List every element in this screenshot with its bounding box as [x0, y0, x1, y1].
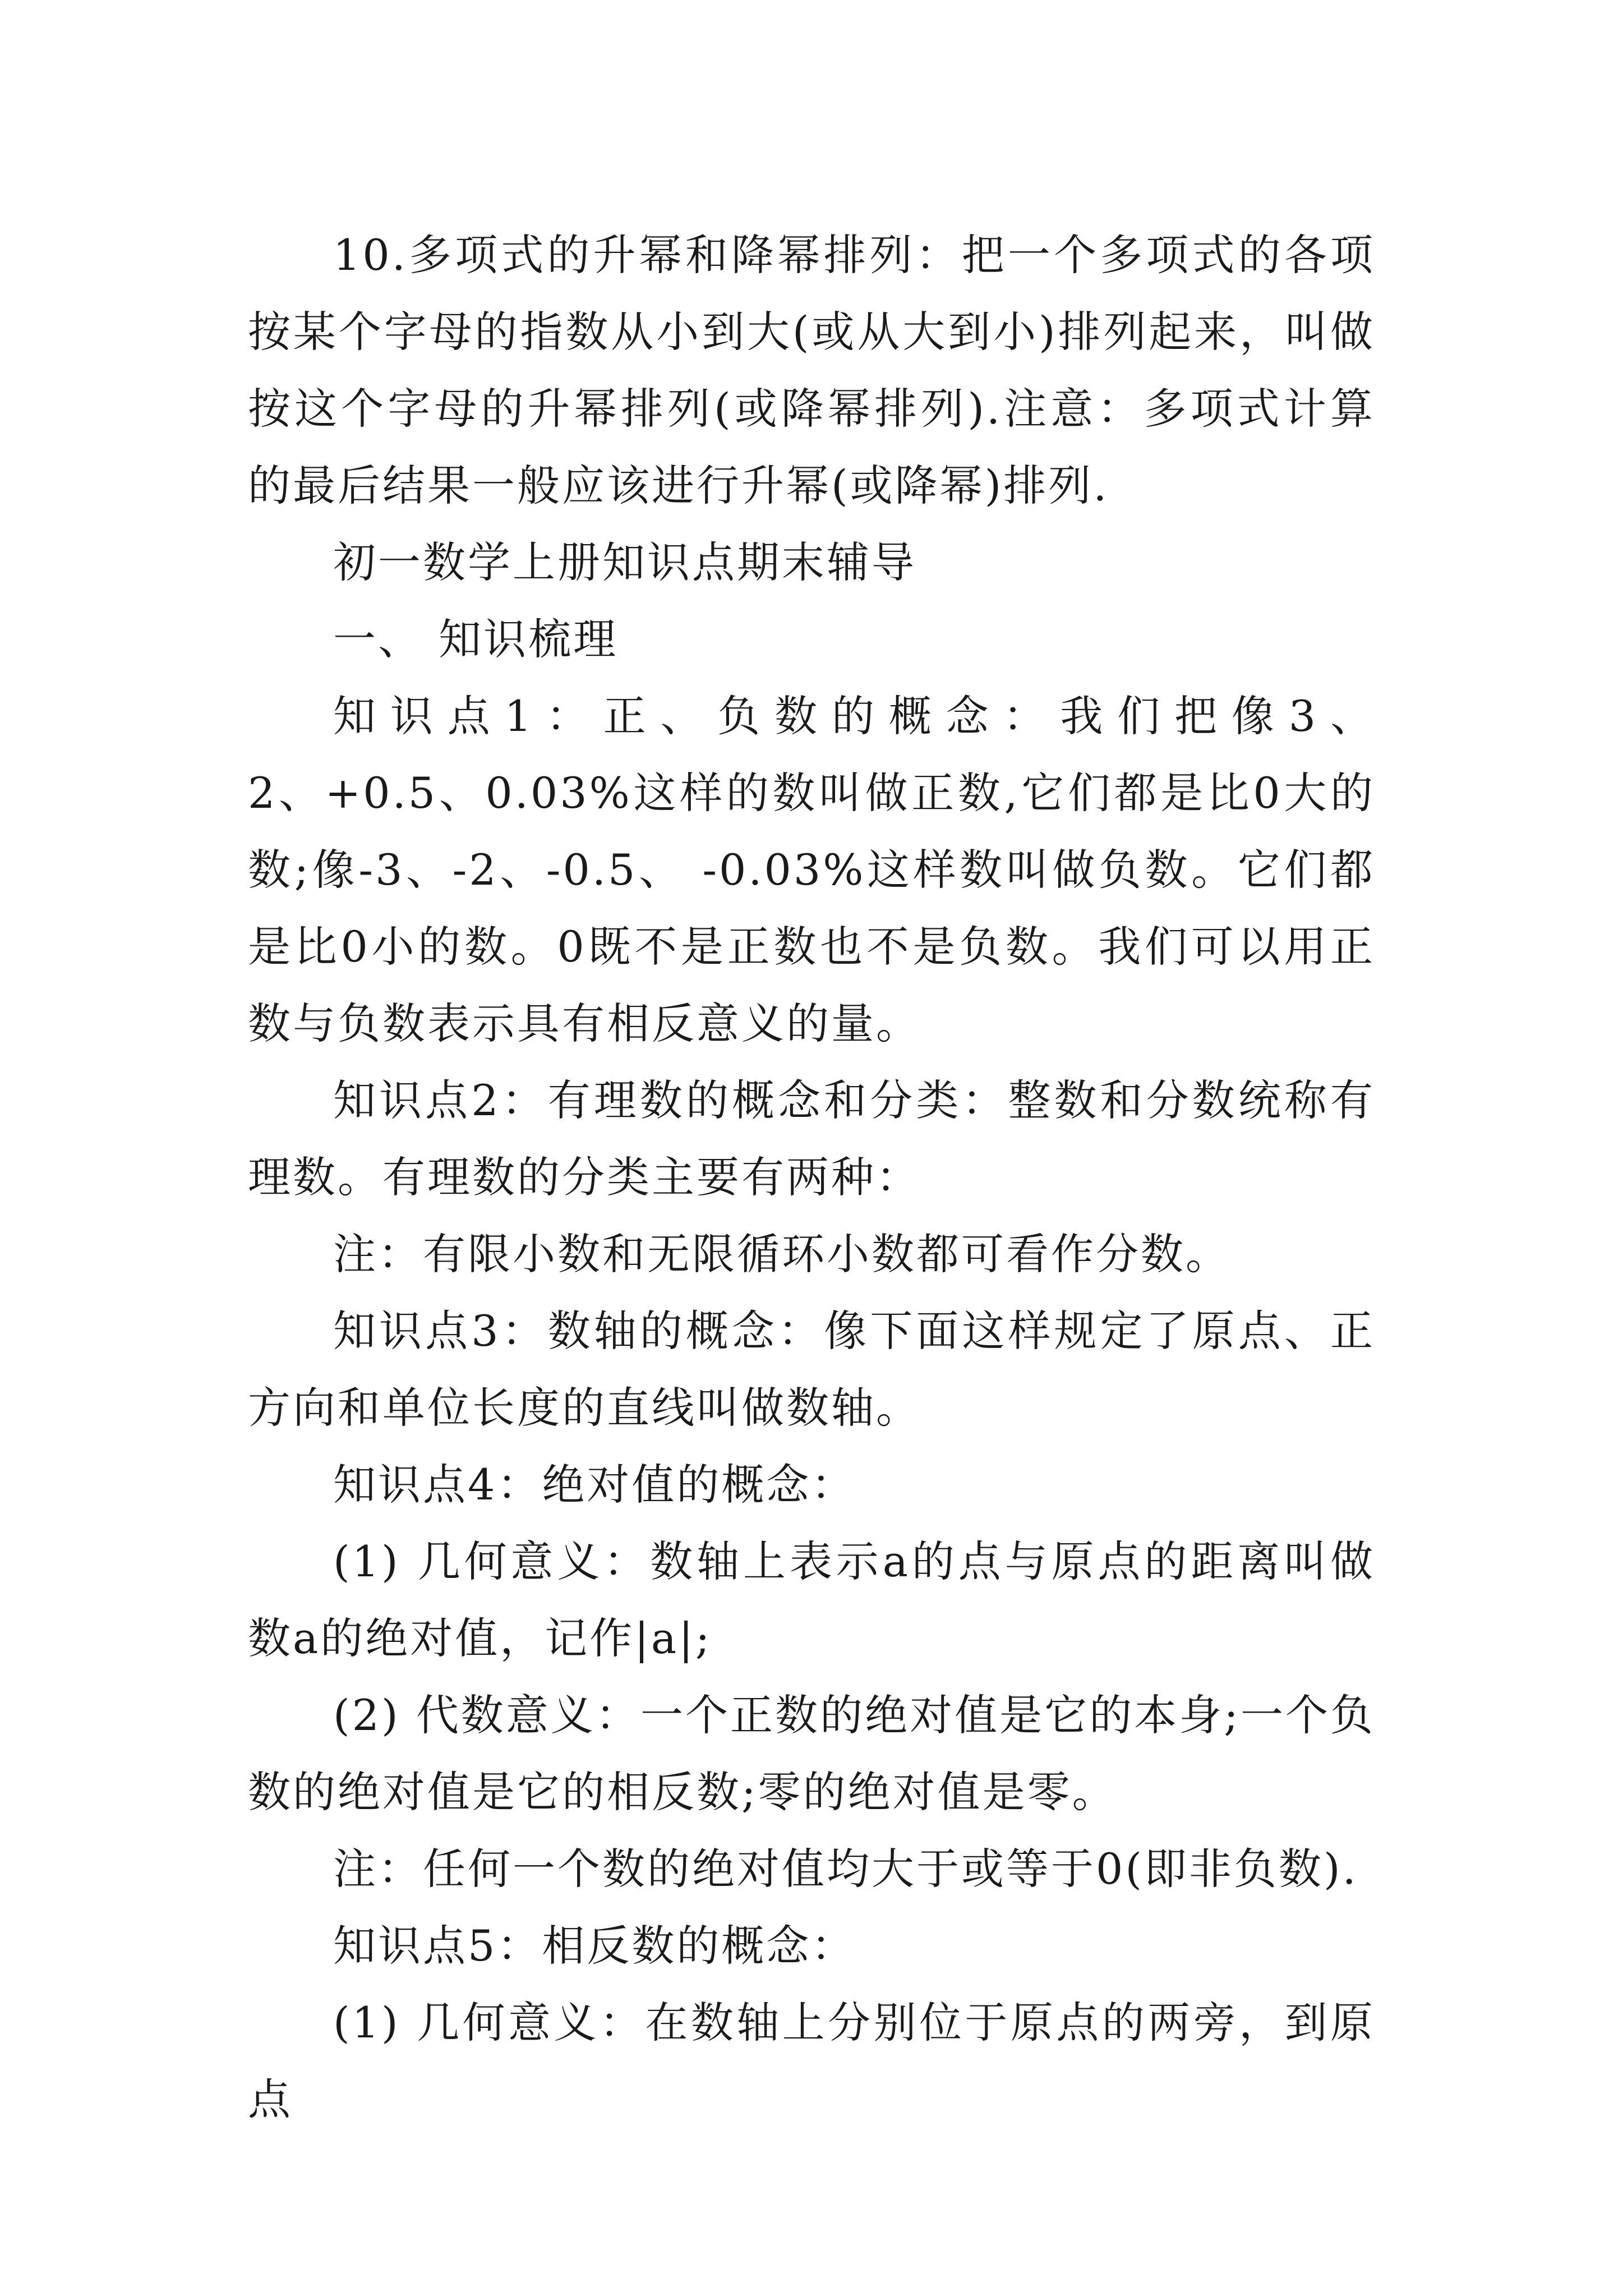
paragraph-point-4-geometric: (1) 几何意义：数轴上表示a的点与原点的距离叫做数a的绝对值，记作|a|; [248, 1536, 1375, 1663]
paragraph-section-title: 初一数学上册知识点期末辅导 [333, 537, 916, 587]
paragraph-point-4-algebraic: (2) 代数意义：一个正数的绝对值是它的本身;一个负数的绝对值是它的相反数;零的绝对值是零。 [248, 1690, 1375, 1817]
paragraph-point-5: 知识点5：相反数的概念： [333, 1921, 856, 1971]
paragraph-point-2: 知识点2：有理数的概念和分类：整数和分数统称有理数。有理数的分类主要有两种： [248, 1075, 1375, 1202]
document-body [248, 217, 1375, 2138]
paragraph-point-1: 知识点1：正、负数的概念：我们把像3、2、+0.5、0.03%这样的数叫做正数,它们都是比0大的数;像-3、-2、-0.5、 -0.03%这样数叫做负数。它们都是比0小的数。0既不是正数也不是负数。我们可以用正数与负数表示具有相反意义的量。 [248, 691, 1375, 1048]
paragraph-knowledge-review-heading: 一、 知识梳理 [333, 614, 619, 664]
paragraph-polynomial-ordering: 10.多项式的升幂和降幂排列：把一个多项式的各项按某个字母的指数从小到大(或从大到小)排列起来，叫做按这个字母的升幂排列(或降幂排列).注意：多项式计算的最后结果一般应该进行升幂(或降幂)排列. [248, 230, 1375, 510]
paragraph-point-5-geometric: (1) 几何意义：在数轴上分别位于原点的两旁，到原点 [248, 1998, 1375, 2124]
paragraph-point-3: 知识点3：数轴的概念：像下面这样规定了原点、正方向和单位长度的直线叫做数轴。 [248, 1306, 1375, 1433]
paragraph-note-fractions: 注：有限小数和无限循环小数都可看作分数。 [333, 1229, 1230, 1279]
paragraph-note-absolute-value: 注：任何一个数的绝对值均大于或等于0(即非负数). [333, 1844, 1358, 1894]
paragraph-point-4: 知识点4：绝对值的概念： [333, 1460, 856, 1510]
